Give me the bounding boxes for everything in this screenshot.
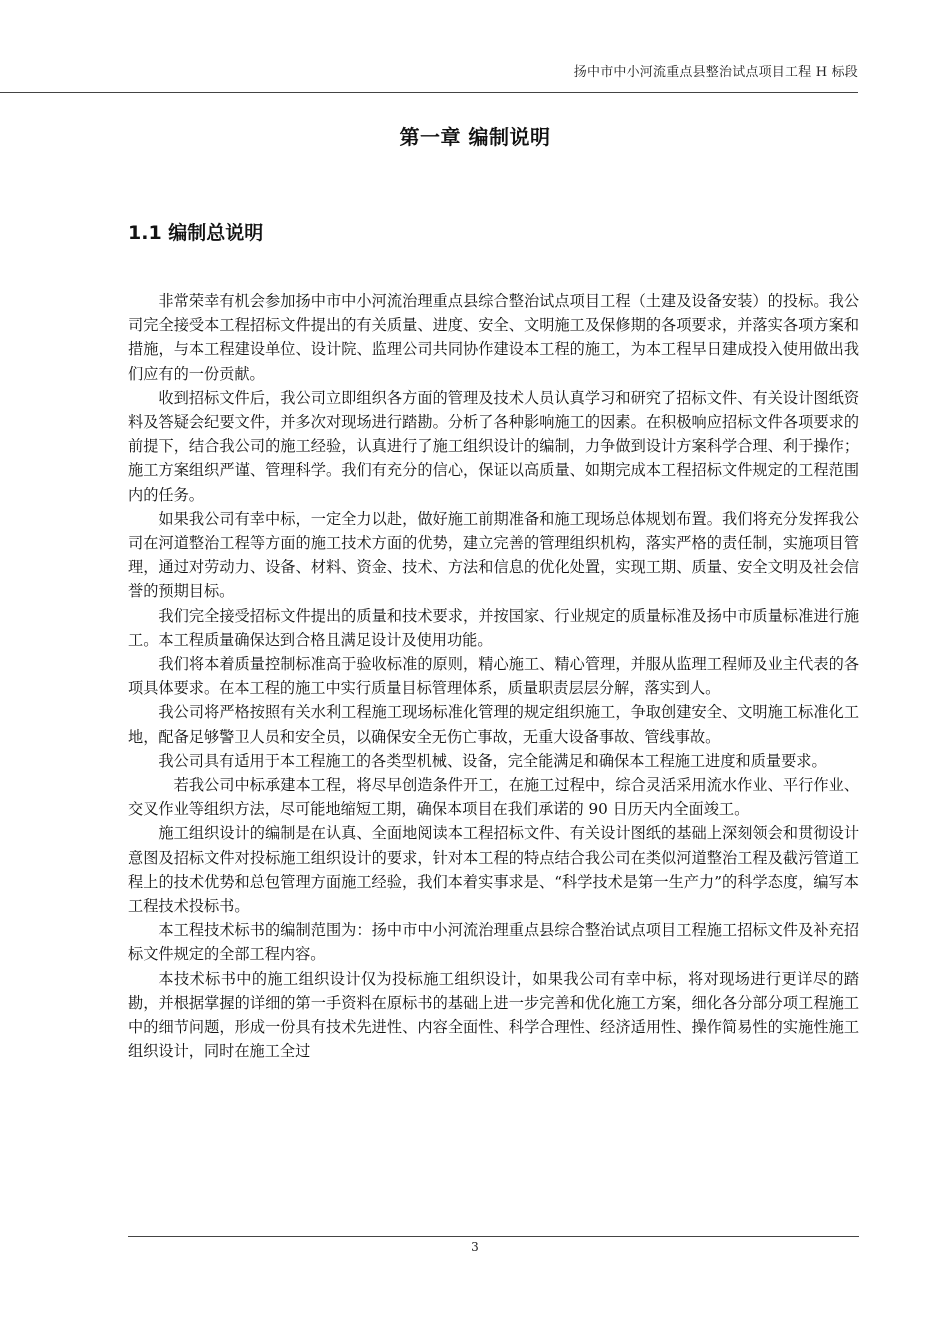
paragraph: 我们将本着质量控制标准高于验收标准的原则，精心施工、精心管理，并服从监理工程师及业主代表的各项具体要求。在本工程的施工中实行质量目标管理体系，质量职责层层分解，落实到人。 — [128, 655, 859, 698]
paragraph: 若我公司中标承建本工程，将尽早创造条件开工，在施工过程中，综合灵活采用流水作业、平行作业、交叉作业等组织方法，尽可能地缩短工期，确保本项目在我们承诺的 90 日历天内全面竣工。 — [128, 776, 859, 819]
paragraph: 施工组织设计的编制是在认真、全面地阅读本工程招标文件、有关设计图纸的基础上深刻领会和贯彻设计意图及招标文件对投标施工组织设计的要求，针对本工程的特点结合我公司在类似河道整治工程及截污管道工程上的技术优势和总包管理方面施工经验，我们本着实事求是、“科学技术是第一生产力”的科学态度，编写本工程技术投标书。 — [128, 824, 859, 916]
paragraph: 本技术标书中的施工组织设计仅为投标施工组织设计，如果我公司有幸中标，将对现场进行更详尽的踏勘，并根据掌握的详细的第一手资料在原标书的基础上进一步完善和优化施工方案，细化各分部分项工程施工中的细节问题，形成一份具有技术先进性、内容全面性、科学合理性、经济适用性、操作简易性的实施性施工组织设计，同时在施工全过 — [128, 969, 859, 1061]
paragraph: 本工程技术标书的编制范围为：扬中市中小河流治理重点县综合整治试点项目工程施工招标文件及补充招标文件规定的全部工程内容。 — [128, 921, 859, 964]
page-header — [0, 52, 858, 93]
footer-divider — [128, 1236, 859, 1237]
paragraph: 非常荣幸有机会参加扬中市中小河流治理重点县综合整治试点项目工程（土建及设备安装）的投标。我公司完全接受本工程招标文件提出的有关质量、进度、安全、文明施工及保修期的各项要求，并落实各项方案和措施，与本工程建设单位、设计院、监理公司共同协作建设本工程的施工，为本工程早日建成投入使用做出我们应有的一份贡献。 — [128, 292, 859, 383]
paragraph: 如果我公司有幸中标，一定全力以赴，做好施工前期准备和施工现场总体规划布置。我们将充分发挥我公司在河道整治工程等方面的施工技术方面的优势，建立完善的管理组织机构，落实严格的责任制，实施项目管理，通过对劳动力、设备、材料、资金、技术、方法和信息的优化处置，实现工期、质量、安全文明及社会信誉的预期目标。 — [128, 509, 859, 601]
section-title: 1.1 编制总说明 — [128, 222, 264, 244]
chapter-title: 第一章 编制说明 — [399, 125, 551, 149]
paragraph: 我公司将严格按照有关水利工程施工现场标准化管理的规定组织施工，争取创建安全、文明施工标准化工地，配备足够警卫人员和安全员，以确保安全无伤亡事故，无重大设备事故、管线事故。 — [128, 703, 859, 746]
page-number: 3 — [471, 1240, 479, 1254]
paragraph: 我们完全接受招标文件提出的质量和技术要求，并按国家、行业规定的质量标准及扬中市质量标准进行施工。本工程质量确保达到合格且满足设计及使用功能。 — [128, 606, 859, 649]
paragraph: 收到招标文件后，我公司立即组织各方面的管理及技术人员认真学习和研究了招标文件、有关设计图纸资料及答疑会纪要文件，并多次对现场进行踏勘。分析了各种影响施工的因素。在积极响应招标文件各项要求的前提下，结合我公司的施工经验，认真进行了施工组织设计的编制，力争做到设计方案科学合理、利于操作；施工方案组织严谨、管理科学。我们有充分的信心，保证以高质量、如期完成本工程招标文件规定的工程范围内的任务。 — [128, 388, 859, 504]
paragraph: 我公司具有适用于本工程施工的各类型机械、设备，完全能满足和确保本工程施工进度和质量要求。 — [158, 751, 827, 770]
running-title: 扬中市中小河流重点县整治试点项目工程 H 标段 — [573, 65, 858, 80]
body-text — [128, 289, 859, 1064]
